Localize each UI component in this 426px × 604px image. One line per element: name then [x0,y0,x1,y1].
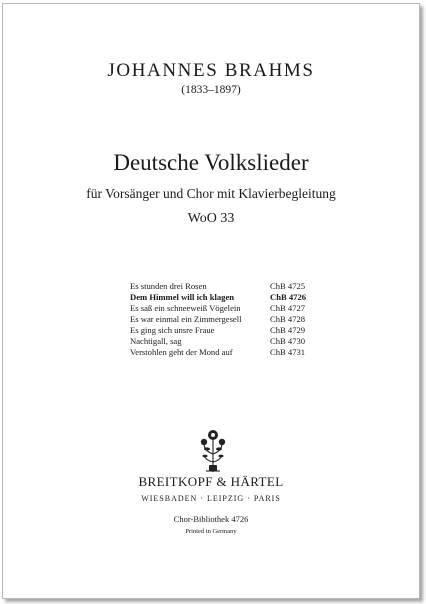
song-row [130,314,320,325]
song-title: Es saß ein schneeweiß Vögelein [130,303,241,313]
publisher-name: BREITKOPF & HÄRTEL [138,474,284,489]
song-title: Es stunden drei Rosen [130,281,207,291]
cover-page [2,3,420,599]
song-title: Es ging sich unsre Fraue [130,325,215,335]
song-list [130,281,320,358]
song-title: Nachtigall, sag [130,336,182,346]
song-row [130,292,320,303]
song-row [130,325,320,336]
song-catalog-number: ChB 4728 [270,314,306,324]
song-catalog-number: ChB 4727 [270,303,306,313]
song-catalog-number: ChB 4730 [270,336,306,346]
song-row [130,303,320,314]
song-title: Verstohlen geht der Mond auf [130,347,233,357]
song-row [130,336,320,347]
work-title: Deutsche Volkslieder [113,150,309,175]
series-number: Chor-Bibliothek 4726 [173,514,249,524]
printed-note: Printed in Germany [185,528,237,535]
work-catalog: WoO 33 [187,211,235,226]
composer-name: JOHANNES BRAHMS [107,60,315,81]
song-row [130,347,320,358]
composer-dates: (1833–1897) [181,84,241,96]
work-subtitle: für Vorsänger und Chor mit Klavierbegleitung [86,186,336,201]
song-title: Es war einmal ein Zimmergesell [130,314,242,324]
publisher-emblem-icon [198,424,228,474]
publisher-cities: WIESBADEN · LEIPZIG · PARIS [141,494,281,503]
song-row [130,281,320,292]
song-catalog-number: ChB 4731 [270,347,306,357]
song-catalog-number: ChB 4726 [270,292,307,302]
song-catalog-number: ChB 4729 [270,325,306,335]
song-catalog-number: ChB 4725 [270,281,306,291]
song-title: Dem Himmel will ich klagen [130,292,235,302]
